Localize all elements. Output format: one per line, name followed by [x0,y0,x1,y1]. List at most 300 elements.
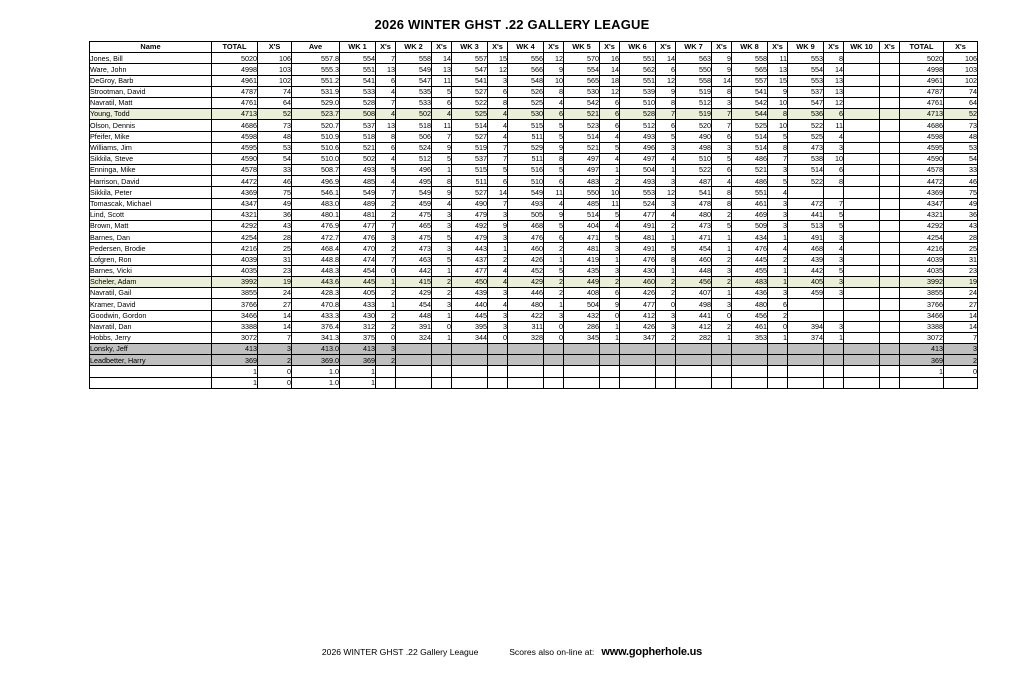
week-8-xs: 13 [768,64,788,75]
week-3-score: 445 [452,310,488,321]
shooter-total: 4713 [212,109,258,120]
week-10-xs [880,97,900,108]
week-9-score: 553 [788,53,824,64]
week-10-xs [880,153,900,164]
week-10-xs [880,142,900,153]
week-7-score: 510 [676,153,712,164]
final-xs: 103 [944,64,978,75]
week-5-xs: 3 [600,243,620,254]
col-header-wk10: WK 10 [844,42,880,53]
week-4-score: 426 [508,254,544,265]
week-1-xs: 8 [376,131,396,142]
week-7-xs: 3 [712,265,732,276]
week-6-score: 412 [620,310,656,321]
week-1-score: 454 [340,265,376,276]
week-1-xs: 2 [376,355,396,366]
week-1-score: 502 [340,153,376,164]
col-header-wk6-xs: X's [656,42,676,53]
final-total: 4369 [900,187,944,198]
week-7-xs: 8 [712,86,732,97]
table-row [90,276,978,287]
week-1-xs: 2 [376,310,396,321]
week-1-score: 508 [340,109,376,120]
week-5-score: 497 [564,153,600,164]
final-xs: 0 [944,366,978,377]
shooter-name: Sikkila, Peter [90,187,212,198]
week-2-score [396,355,432,366]
shooter-name: Kramer, David [90,299,212,310]
week-6-score: 491 [620,243,656,254]
week-7-xs: 4 [712,176,732,187]
week-1-xs: 6 [376,75,396,86]
week-4-score: 529 [508,142,544,153]
week-3-xs [488,355,508,366]
week-1-xs: 2 [376,198,396,209]
week-3-xs: 3 [488,209,508,220]
week-5-score: 485 [564,198,600,209]
week-3-score: 437 [452,254,488,265]
week-9-xs: 8 [824,53,844,64]
week-8-xs: 8 [768,142,788,153]
week-3-xs [488,366,508,377]
week-7-xs: 2 [712,254,732,265]
week-4-score: 422 [508,310,544,321]
shooter-total: 4787 [212,86,258,97]
final-xs: 75 [944,187,978,198]
col-header-wk5: WK 5 [564,42,600,53]
week-8-xs: 3 [768,221,788,232]
final-xs: 36 [944,209,978,220]
final-xs [944,377,978,388]
week-6-score: 496 [620,142,656,153]
week-7-score: 558 [676,75,712,86]
week-4-xs: 11 [544,187,564,198]
shooter-name: Harrison, David [90,176,212,187]
week-2-score: 454 [396,299,432,310]
final-total: 4686 [900,120,944,131]
final-xs: 24 [944,288,978,299]
week-1-xs: 6 [376,142,396,153]
week-10-xs [880,232,900,243]
week-4-xs: 10 [544,75,564,86]
week-5-xs [600,355,620,366]
shooter-xs: 2 [258,355,292,366]
shooter-average: 520.7 [292,120,340,131]
week-3-score: 527 [452,86,488,97]
shooter-name: Navratil, Gail [90,288,212,299]
col-header-name: Name [90,42,212,53]
week-9-xs: 10 [824,153,844,164]
week-4-xs [544,377,564,388]
shooter-name: Goodwin, Gordon [90,310,212,321]
week-5-xs: 5 [600,209,620,220]
week-2-score: 459 [396,198,432,209]
week-5-xs: 9 [600,299,620,310]
week-2-xs: 3 [432,221,452,232]
week-10-xs [880,64,900,75]
week-9-score [788,355,824,366]
shooter-total: 4369 [212,187,258,198]
shooter-xs: 74 [258,86,292,97]
week-1-score: 405 [340,288,376,299]
week-8-score [732,377,768,388]
week-5-xs: 4 [600,153,620,164]
week-6-score: 539 [620,86,656,97]
shooter-name: Lonsky, Jeff [90,344,212,355]
week-2-score: 465 [396,221,432,232]
week-1-xs: 2 [376,209,396,220]
week-6-score: 512 [620,120,656,131]
week-8-score: 483 [732,276,768,287]
week-8-xs: 1 [768,276,788,287]
week-3-score: 527 [452,131,488,142]
week-5-xs: 6 [600,109,620,120]
week-9-xs: 4 [824,131,844,142]
week-1-xs [376,377,396,388]
week-9-score: 554 [788,64,824,75]
week-9-score: 491 [788,232,824,243]
week-2-xs: 11 [432,120,452,131]
final-total: 4347 [900,198,944,209]
week-5-score: 514 [564,131,600,142]
week-5-score: 521 [564,142,600,153]
shooter-name: Hobbs, Jerry [90,332,212,343]
week-4-score: 549 [508,187,544,198]
shooter-average: 428.3 [292,288,340,299]
week-6-score: 347 [620,332,656,343]
week-6-score: 553 [620,187,656,198]
table-row [90,366,978,377]
week-6-xs: 12 [656,187,676,198]
week-2-score: 415 [396,276,432,287]
week-2-xs: 4 [432,198,452,209]
week-1-xs: 4 [376,86,396,97]
week-7-xs: 2 [712,276,732,287]
shooter-total: 4347 [212,198,258,209]
week-8-score: 525 [732,120,768,131]
week-7-score: 407 [676,288,712,299]
final-total: 4761 [900,97,944,108]
week-2-xs [432,366,452,377]
week-3-xs: 5 [488,165,508,176]
final-xs: 46 [944,176,978,187]
week-6-xs: 3 [656,321,676,332]
week-7-score: 490 [676,131,712,142]
week-6-xs: 9 [656,86,676,97]
shooter-total: 4292 [212,221,258,232]
week-7-score: 473 [676,221,712,232]
shooter-name: Scheler, Adam [90,276,212,287]
week-9-xs: 1 [824,332,844,343]
week-7-score: 550 [676,64,712,75]
shooter-total: 3766 [212,299,258,310]
week-5-xs: 2 [600,276,620,287]
week-3-score [452,377,488,388]
col-header-wk1-xs: X's [376,42,396,53]
week-4-score: 525 [508,97,544,108]
week-10-xs [880,187,900,198]
week-3-score: 490 [452,198,488,209]
week-9-score: 473 [788,142,824,153]
table-row [90,377,978,388]
table-row [90,332,978,343]
week-10-xs [880,198,900,209]
shooter-average: 433.3 [292,310,340,321]
week-10-score [844,232,880,243]
week-6-score: 562 [620,64,656,75]
week-2-score [396,344,432,355]
week-4-score: 505 [508,209,544,220]
week-6-score: 504 [620,165,656,176]
week-10-xs [880,366,900,377]
week-6-score: 477 [620,209,656,220]
col-header-wk10-xs: X's [880,42,900,53]
col-header-wk8-xs: X's [768,42,788,53]
week-8-score: 476 [732,243,768,254]
week-7-score: 498 [676,299,712,310]
week-6-xs: 2 [656,288,676,299]
shooter-xs: 14 [258,321,292,332]
week-10-score [844,299,880,310]
week-6-xs: 1 [656,232,676,243]
week-6-xs: 3 [656,310,676,321]
week-2-xs: 7 [432,131,452,142]
week-5-score: 345 [564,332,600,343]
week-10-score [844,53,880,64]
col-header-wk1: WK 1 [340,42,376,53]
week-2-score [396,377,432,388]
week-6-xs: 7 [656,109,676,120]
shooter-name [90,377,212,388]
shooter-name: Leadbetter, Harry [90,355,212,366]
week-6-xs: 4 [656,153,676,164]
week-6-score: 460 [620,276,656,287]
week-5-score: 408 [564,288,600,299]
week-6-xs: 5 [656,243,676,254]
shooter-xs: 46 [258,176,292,187]
week-10-score [844,64,880,75]
week-1-xs: 4 [376,109,396,120]
shooter-average: 1.0 [292,366,340,377]
week-2-score: 524 [396,142,432,153]
week-6-xs: 2 [656,332,676,343]
week-5-xs: 2 [600,176,620,187]
shooter-name: Lofgren, Ron [90,254,212,265]
week-8-xs: 15 [768,75,788,86]
week-8-score: 434 [732,232,768,243]
final-xs: 49 [944,198,978,209]
week-9-score: 538 [788,153,824,164]
week-4-xs: 5 [544,131,564,142]
final-xs: 25 [944,243,978,254]
table-row [90,64,978,75]
week-2-score: 549 [396,64,432,75]
week-2-score: 475 [396,209,432,220]
week-2-xs: 6 [432,97,452,108]
week-5-score: 530 [564,86,600,97]
week-8-score: 461 [732,321,768,332]
col-header-wk2-xs: X's [432,42,452,53]
week-9-score [788,366,824,377]
week-10-xs [880,75,900,86]
shooter-name [90,366,212,377]
week-4-xs: 5 [544,265,564,276]
shooter-total: 4254 [212,232,258,243]
week-1-xs: 2 [376,288,396,299]
shooter-total: 5020 [212,53,258,64]
week-5-score: 570 [564,53,600,64]
col-header-wk9-xs: X's [824,42,844,53]
shooter-xs: 75 [258,187,292,198]
week-5-score: 554 [564,64,600,75]
week-8-score: 436 [732,288,768,299]
week-3-score: 492 [452,221,488,232]
week-8-score: 542 [732,97,768,108]
week-4-score: 566 [508,64,544,75]
week-4-score: 460 [508,243,544,254]
week-9-xs [824,310,844,321]
shooter-xs: 53 [258,142,292,153]
week-5-score [564,344,600,355]
week-9-score: 439 [788,254,824,265]
week-3-score: 443 [452,243,488,254]
week-2-score: 549 [396,187,432,198]
shooter-xs: 64 [258,97,292,108]
week-7-score: 478 [676,198,712,209]
week-1-xs [376,366,396,377]
week-1-score: 518 [340,131,376,142]
week-10-xs [880,288,900,299]
week-3-xs: 3 [488,310,508,321]
week-10-xs [880,176,900,187]
col-header-final-total: TOTAL [900,42,944,53]
week-3-score: 527 [452,187,488,198]
week-7-xs: 8 [712,187,732,198]
table-header-row [90,42,978,53]
week-3-xs: 1 [488,243,508,254]
final-total: 4035 [900,265,944,276]
week-10-xs [880,86,900,97]
week-4-score [508,344,544,355]
week-4-score: 548 [508,75,544,86]
week-7-xs: 1 [712,288,732,299]
week-3-score [452,355,488,366]
footer [0,646,1024,658]
week-8-score [732,366,768,377]
shooter-name: Pedersen, Brodie [90,243,212,254]
week-2-score: 324 [396,332,432,343]
week-4-score: 476 [508,232,544,243]
shooter-total: 4595 [212,142,258,153]
week-10-score [844,165,880,176]
final-total: 3388 [900,321,944,332]
week-2-xs: 3 [432,243,452,254]
col-header-wk3-xs: X's [488,42,508,53]
week-2-xs: 8 [432,176,452,187]
final-total: 4598 [900,131,944,142]
week-9-xs [824,377,844,388]
week-4-xs: 1 [544,299,564,310]
week-2-xs: 5 [432,232,452,243]
week-6-xs: 2 [656,276,676,287]
week-10-score [844,131,880,142]
shooter-total: 4686 [212,120,258,131]
table-row [90,243,978,254]
week-6-score: 476 [620,254,656,265]
week-6-xs: 5 [656,131,676,142]
shooter-average: 557.8 [292,53,340,64]
week-9-xs: 5 [824,265,844,276]
shooter-name: Pfeifer, Mike [90,131,212,142]
week-1-score: 481 [340,209,376,220]
week-4-score: 556 [508,53,544,64]
week-3-xs: 3 [488,321,508,332]
week-8-score: 514 [732,142,768,153]
final-total: 4961 [900,75,944,86]
week-2-score: 535 [396,86,432,97]
shooter-average: 496.9 [292,176,340,187]
final-xs: 64 [944,97,978,108]
shooter-xs: 7 [258,332,292,343]
week-10-xs [880,265,900,276]
week-2-score: 473 [396,243,432,254]
week-7-score: 520 [676,120,712,131]
week-8-score: 509 [732,221,768,232]
week-2-xs: 3 [432,299,452,310]
week-3-xs: 4 [488,131,508,142]
week-5-score [564,366,600,377]
week-3-score: 344 [452,332,488,343]
week-6-xs: 4 [656,209,676,220]
league-standings-table [89,41,978,389]
week-10-score [844,120,880,131]
week-8-score: 480 [732,299,768,310]
week-9-xs: 11 [824,120,844,131]
week-2-score: 448 [396,310,432,321]
week-6-score: 426 [620,321,656,332]
week-10-xs [880,209,900,220]
week-3-xs: 9 [488,221,508,232]
week-2-xs: 2 [432,276,452,287]
week-6-score: 497 [620,153,656,164]
week-1-score: 489 [340,198,376,209]
shooter-name: Barnes, Vicki [90,265,212,276]
week-10-score [844,355,880,366]
week-8-xs: 1 [768,232,788,243]
week-3-score: 541 [452,75,488,86]
week-6-xs [656,344,676,355]
week-5-score: 497 [564,165,600,176]
shooter-average: 523.7 [292,109,340,120]
col-header-wk2: WK 2 [396,42,432,53]
shooter-average: 531.9 [292,86,340,97]
week-8-xs: 4 [768,187,788,198]
shooter-average: 448.3 [292,265,340,276]
week-6-score [620,355,656,366]
final-total: 4578 [900,165,944,176]
week-9-xs: 5 [824,221,844,232]
week-2-xs: 2 [432,288,452,299]
table-row [90,310,978,321]
week-2-xs: 5 [432,86,452,97]
week-6-score: 510 [620,97,656,108]
shooter-total: 3466 [212,310,258,321]
final-xs: 14 [944,310,978,321]
week-1-xs: 1 [376,299,396,310]
week-9-score [788,377,824,388]
shooter-name: Ware, John [90,64,212,75]
shooter-name: Williams, Jim [90,142,212,153]
